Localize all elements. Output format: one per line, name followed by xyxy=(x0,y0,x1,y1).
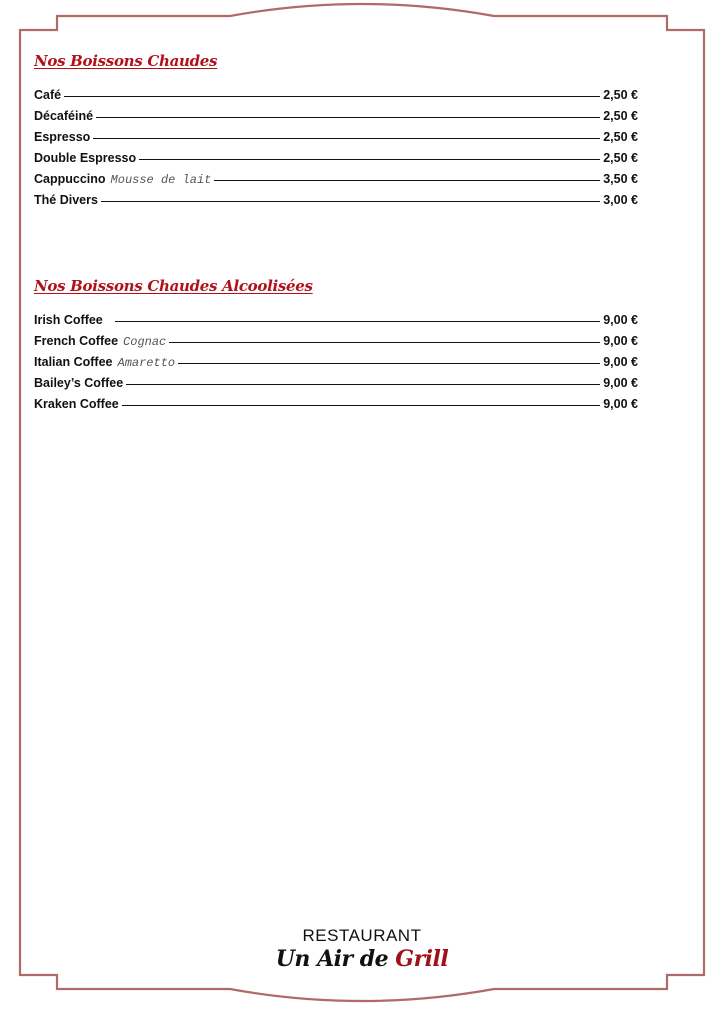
section-hot-drinks xyxy=(34,52,638,214)
item-price: 3,50 € xyxy=(603,172,638,186)
item-price: 9,00 € xyxy=(603,313,638,327)
item-name: Thé Divers xyxy=(34,193,98,207)
dotted-leader xyxy=(178,363,600,364)
logo-restaurant-text: RESTAURANT xyxy=(302,926,422,945)
item-price: 2,50 € xyxy=(603,130,638,144)
dotted-leader xyxy=(139,159,600,160)
item-note: Amaretto xyxy=(117,356,176,370)
menu-item xyxy=(34,376,638,397)
menu-item xyxy=(34,130,638,151)
restaurant-logo xyxy=(0,926,724,972)
item-name: Italian Coffee xyxy=(34,355,113,369)
menu-list xyxy=(34,313,638,418)
item-name: Kraken Coffee xyxy=(34,397,119,411)
dotted-leader xyxy=(93,138,600,139)
menu-item xyxy=(34,334,638,355)
section-alcoholic-hot-drinks xyxy=(34,277,638,418)
menu-item xyxy=(34,313,638,334)
menu-item xyxy=(34,151,638,172)
menu-item xyxy=(34,397,638,418)
logo-name xyxy=(0,946,724,972)
item-note: Mousse de lait xyxy=(110,173,212,187)
item-price: 2,50 € xyxy=(603,109,638,123)
menu-item xyxy=(34,172,638,193)
item-name: Décaféiné xyxy=(34,109,94,123)
dotted-leader xyxy=(64,96,600,97)
dotted-leader xyxy=(115,321,600,322)
menu-item xyxy=(34,88,638,109)
dotted-leader xyxy=(96,117,600,118)
section-title: Nos Boissons Chaudes Alcoolisées xyxy=(34,277,313,295)
item-price: 2,50 € xyxy=(603,151,638,165)
item-price: 2,50 € xyxy=(603,88,638,102)
item-price: 9,00 € xyxy=(603,355,638,369)
menu-item xyxy=(34,355,638,376)
dotted-leader xyxy=(122,405,600,406)
item-name: Bailey’s Coffee xyxy=(34,376,124,390)
menu-list xyxy=(34,88,638,214)
item-price: 9,00 € xyxy=(603,334,638,348)
item-name: Irish Coffee xyxy=(34,313,103,327)
menu-item xyxy=(34,193,638,214)
item-price: 9,00 € xyxy=(603,376,638,390)
item-name: French Coffee xyxy=(34,334,119,348)
item-name: Double Espresso xyxy=(34,151,137,165)
logo-name-red: Grill xyxy=(395,946,449,972)
item-name: Café xyxy=(34,88,62,102)
item-price: 9,00 € xyxy=(603,397,638,411)
dotted-leader xyxy=(101,201,600,202)
menu-item xyxy=(34,109,638,130)
dotted-leader xyxy=(214,180,600,181)
logo-name-dark: Un Air de xyxy=(275,946,396,972)
dotted-leader xyxy=(126,384,600,385)
section-title: Nos Boissons Chaudes xyxy=(34,52,218,70)
item-price: 3,00 € xyxy=(603,193,638,207)
item-name: Espresso xyxy=(34,130,91,144)
dotted-leader xyxy=(169,342,600,343)
item-name: Cappuccino xyxy=(34,172,106,186)
item-note: Cognac xyxy=(123,335,167,349)
